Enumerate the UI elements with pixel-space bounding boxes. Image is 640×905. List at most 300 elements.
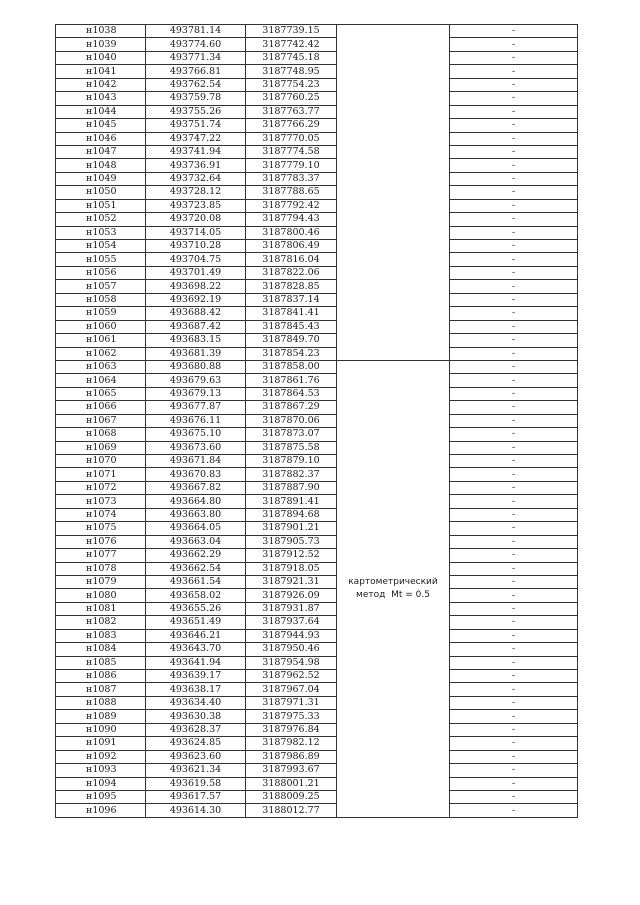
- y-coordinate-cell: 3187873.07: [246, 428, 337, 441]
- x-coordinate-cell: 493781.14: [146, 25, 246, 38]
- value-cell: -: [450, 280, 578, 293]
- value-cell: -: [450, 307, 578, 320]
- x-coordinate-cell: 493679.13: [146, 387, 246, 400]
- y-coordinate-cell: 3187822.06: [246, 266, 337, 279]
- x-coordinate-cell: 493714.05: [146, 226, 246, 239]
- point-id-cell: н1062: [56, 347, 146, 360]
- table-row: [56, 428, 578, 441]
- table-row: [56, 589, 578, 602]
- y-coordinate-cell: 3187770.05: [246, 132, 337, 145]
- table-row: [56, 414, 578, 427]
- x-coordinate-cell: 493639.17: [146, 670, 246, 683]
- y-coordinate-cell: 3187975.33: [246, 710, 337, 723]
- point-id-cell: н1070: [56, 455, 146, 468]
- y-coordinate-cell: 3187901.21: [246, 522, 337, 535]
- x-coordinate-cell: 493670.83: [146, 468, 246, 481]
- table-row: [56, 455, 578, 468]
- point-id-cell: н1039: [56, 38, 146, 51]
- y-coordinate-cell: 3187950.46: [246, 643, 337, 656]
- x-coordinate-cell: 493664.80: [146, 495, 246, 508]
- point-id-cell: н1048: [56, 159, 146, 172]
- point-id-cell: н1073: [56, 495, 146, 508]
- y-coordinate-cell: 3187783.37: [246, 172, 337, 185]
- value-cell: -: [450, 213, 578, 226]
- method-cell-lower: [337, 360, 450, 817]
- point-id-cell: н1078: [56, 562, 146, 575]
- y-coordinate-cell: 3187845.43: [246, 320, 337, 333]
- table-row: [56, 347, 578, 360]
- y-coordinate-cell: 3187766.29: [246, 119, 337, 132]
- y-coordinate-cell: 3187931.87: [246, 602, 337, 615]
- y-coordinate-cell: 3187962.52: [246, 670, 337, 683]
- x-coordinate-cell: 493662.29: [146, 549, 246, 562]
- x-coordinate-cell: 493663.80: [146, 508, 246, 521]
- point-id-cell: н1093: [56, 764, 146, 777]
- point-id-cell: н1095: [56, 790, 146, 803]
- x-coordinate-cell: 493747.22: [146, 132, 246, 145]
- value-cell: -: [450, 683, 578, 696]
- point-id-cell: н1042: [56, 78, 146, 91]
- y-coordinate-cell: 3187918.05: [246, 562, 337, 575]
- value-cell: -: [450, 334, 578, 347]
- table-row: [56, 508, 578, 521]
- value-cell: -: [450, 616, 578, 629]
- value-cell: -: [450, 38, 578, 51]
- y-coordinate-cell: 3187870.06: [246, 414, 337, 427]
- y-coordinate-cell: 3187986.89: [246, 750, 337, 763]
- table-row: [56, 723, 578, 736]
- value-cell: -: [450, 186, 578, 199]
- point-id-cell: н1090: [56, 723, 146, 736]
- value-cell: -: [450, 51, 578, 64]
- x-coordinate-cell: 493638.17: [146, 683, 246, 696]
- table-row: [56, 360, 578, 373]
- value-cell: -: [450, 643, 578, 656]
- point-id-cell: н1043: [56, 92, 146, 105]
- y-coordinate-cell: 3187806.49: [246, 240, 337, 253]
- table-row: [56, 266, 578, 279]
- x-coordinate-cell: 493643.70: [146, 643, 246, 656]
- y-coordinate-cell: 3187937.64: [246, 616, 337, 629]
- value-cell: -: [450, 804, 578, 817]
- point-id-cell: н1076: [56, 535, 146, 548]
- point-id-cell: н1071: [56, 468, 146, 481]
- table-row: [56, 562, 578, 575]
- y-coordinate-cell: 3187867.29: [246, 401, 337, 414]
- table-row: [56, 737, 578, 750]
- y-coordinate-cell: 3187967.04: [246, 683, 337, 696]
- point-id-cell: н1085: [56, 656, 146, 669]
- table-row: [56, 804, 578, 817]
- value-cell: -: [450, 629, 578, 642]
- point-id-cell: н1081: [56, 602, 146, 615]
- value-cell: -: [450, 522, 578, 535]
- table-row: [56, 65, 578, 78]
- x-coordinate-cell: 493619.58: [146, 777, 246, 790]
- value-cell: -: [450, 172, 578, 185]
- value-cell: -: [450, 549, 578, 562]
- table-row: [56, 629, 578, 642]
- y-coordinate-cell: 3187763.77: [246, 105, 337, 118]
- x-coordinate-cell: 493641.94: [146, 656, 246, 669]
- method-name: картометрический: [348, 576, 438, 587]
- table-row: [56, 213, 578, 226]
- table-row: [56, 38, 578, 51]
- point-id-cell: н1083: [56, 629, 146, 642]
- x-coordinate-cell: 493720.08: [146, 213, 246, 226]
- y-coordinate-cell: 3187882.37: [246, 468, 337, 481]
- value-cell: -: [450, 119, 578, 132]
- value-cell: -: [450, 441, 578, 454]
- table-row: [56, 643, 578, 656]
- value-cell: -: [450, 589, 578, 602]
- x-coordinate-cell: 493651.49: [146, 616, 246, 629]
- x-coordinate-cell: 493664.05: [146, 522, 246, 535]
- point-id-cell: н1066: [56, 401, 146, 414]
- table-row: [56, 441, 578, 454]
- point-id-cell: н1038: [56, 25, 146, 38]
- y-coordinate-cell: 3187912.52: [246, 549, 337, 562]
- x-coordinate-cell: 493762.54: [146, 78, 246, 91]
- table-row: [56, 696, 578, 709]
- table-row: [56, 145, 578, 158]
- point-id-cell: н1087: [56, 683, 146, 696]
- value-cell: -: [450, 737, 578, 750]
- value-cell: -: [450, 226, 578, 239]
- x-coordinate-cell: 493771.34: [146, 51, 246, 64]
- point-id-cell: н1082: [56, 616, 146, 629]
- table-row: [56, 132, 578, 145]
- value-cell: -: [450, 145, 578, 158]
- x-coordinate-cell: 493759.78: [146, 92, 246, 105]
- point-id-cell: н1061: [56, 334, 146, 347]
- x-coordinate-cell: 493628.37: [146, 723, 246, 736]
- x-coordinate-cell: 493634.40: [146, 696, 246, 709]
- x-coordinate-cell: 493624.85: [146, 737, 246, 750]
- y-coordinate-cell: 3187944.93: [246, 629, 337, 642]
- table-row: [56, 253, 578, 266]
- x-coordinate-cell: 493723.85: [146, 199, 246, 212]
- table-row: [56, 777, 578, 790]
- x-coordinate-cell: 493728.12: [146, 186, 246, 199]
- value-cell: -: [450, 266, 578, 279]
- y-coordinate-cell: 3187879.10: [246, 455, 337, 468]
- y-coordinate-cell: 3187982.12: [246, 737, 337, 750]
- table-row: [56, 468, 578, 481]
- method-cell-upper: [337, 25, 450, 361]
- table-row: [56, 481, 578, 494]
- table-row: [56, 656, 578, 669]
- table-row: [56, 240, 578, 253]
- value-cell: -: [450, 387, 578, 400]
- table-row: [56, 186, 578, 199]
- y-coordinate-cell: 3187894.68: [246, 508, 337, 521]
- value-cell: -: [450, 508, 578, 521]
- value-cell: -: [450, 132, 578, 145]
- point-id-cell: н1074: [56, 508, 146, 521]
- y-coordinate-cell: 3187954.98: [246, 656, 337, 669]
- x-coordinate-cell: 493751.74: [146, 119, 246, 132]
- point-id-cell: н1050: [56, 186, 146, 199]
- value-cell: -: [450, 25, 578, 38]
- point-id-cell: н1045: [56, 119, 146, 132]
- table-row: [56, 495, 578, 508]
- point-id-cell: н1049: [56, 172, 146, 185]
- point-id-cell: н1080: [56, 589, 146, 602]
- x-coordinate-cell: 493677.87: [146, 401, 246, 414]
- x-coordinate-cell: 493661.54: [146, 575, 246, 588]
- point-id-cell: н1084: [56, 643, 146, 656]
- table-row: [56, 750, 578, 763]
- table-row: [56, 159, 578, 172]
- value-cell: -: [450, 710, 578, 723]
- x-coordinate-cell: 493655.26: [146, 602, 246, 615]
- value-cell: -: [450, 575, 578, 588]
- table-row: [56, 401, 578, 414]
- table-row: [56, 105, 578, 118]
- table-row: [56, 764, 578, 777]
- table-row: [56, 25, 578, 38]
- point-id-cell: н1086: [56, 670, 146, 683]
- point-id-cell: н1075: [56, 522, 146, 535]
- x-coordinate-cell: 493741.94: [146, 145, 246, 158]
- value-cell: -: [450, 320, 578, 333]
- x-coordinate-cell: 493687.42: [146, 320, 246, 333]
- x-coordinate-cell: 493704.75: [146, 253, 246, 266]
- value-cell: -: [450, 347, 578, 360]
- y-coordinate-cell: 3187742.42: [246, 38, 337, 51]
- x-coordinate-cell: 493701.49: [146, 266, 246, 279]
- y-coordinate-cell: 3187971.31: [246, 696, 337, 709]
- y-coordinate-cell: 3187841.41: [246, 307, 337, 320]
- x-coordinate-cell: 493658.02: [146, 589, 246, 602]
- x-coordinate-cell: 493732.64: [146, 172, 246, 185]
- x-coordinate-cell: 493774.60: [146, 38, 246, 51]
- point-id-cell: н1040: [56, 51, 146, 64]
- table-row: [56, 199, 578, 212]
- point-id-cell: н1068: [56, 428, 146, 441]
- y-coordinate-cell: 3187779.10: [246, 159, 337, 172]
- table-row: [56, 119, 578, 132]
- table-row: [56, 387, 578, 400]
- x-coordinate-cell: 493679.63: [146, 374, 246, 387]
- table-row: [56, 172, 578, 185]
- y-coordinate-cell: 3187849.70: [246, 334, 337, 347]
- point-id-cell: н1054: [56, 240, 146, 253]
- table-row: [56, 307, 578, 320]
- value-cell: -: [450, 414, 578, 427]
- point-id-cell: н1052: [56, 213, 146, 226]
- y-coordinate-cell: 3187858.00: [246, 360, 337, 373]
- x-coordinate-cell: 493614.30: [146, 804, 246, 817]
- value-cell: -: [450, 360, 578, 373]
- point-id-cell: н1072: [56, 481, 146, 494]
- value-cell: -: [450, 562, 578, 575]
- x-coordinate-cell: 493683.15: [146, 334, 246, 347]
- y-coordinate-cell: 3188009.25: [246, 790, 337, 803]
- point-id-cell: н1092: [56, 750, 146, 763]
- value-cell: -: [450, 240, 578, 253]
- y-coordinate-cell: 3187976.84: [246, 723, 337, 736]
- value-cell: -: [450, 602, 578, 615]
- point-id-cell: н1067: [56, 414, 146, 427]
- value-cell: -: [450, 293, 578, 306]
- value-cell: -: [450, 428, 578, 441]
- x-coordinate-cell: 493646.21: [146, 629, 246, 642]
- point-id-cell: н1089: [56, 710, 146, 723]
- y-coordinate-cell: 3187905.73: [246, 535, 337, 548]
- point-id-cell: н1064: [56, 374, 146, 387]
- value-cell: -: [450, 65, 578, 78]
- x-coordinate-cell: 493630.38: [146, 710, 246, 723]
- table-row: [56, 334, 578, 347]
- x-coordinate-cell: 493692.19: [146, 293, 246, 306]
- value-cell: -: [450, 199, 578, 212]
- x-coordinate-cell: 493676.11: [146, 414, 246, 427]
- value-cell: -: [450, 78, 578, 91]
- table-row: [56, 549, 578, 562]
- y-coordinate-cell: 3187887.90: [246, 481, 337, 494]
- table-row: [56, 374, 578, 387]
- point-id-cell: н1096: [56, 804, 146, 817]
- point-id-cell: н1065: [56, 387, 146, 400]
- table-row: [56, 522, 578, 535]
- point-id-cell: н1077: [56, 549, 146, 562]
- value-cell: -: [450, 105, 578, 118]
- x-coordinate-cell: 493673.60: [146, 441, 246, 454]
- value-cell: -: [450, 374, 578, 387]
- value-cell: -: [450, 468, 578, 481]
- point-id-cell: н1069: [56, 441, 146, 454]
- value-cell: -: [450, 656, 578, 669]
- x-coordinate-cell: 493736.91: [146, 159, 246, 172]
- x-coordinate-cell: 493755.26: [146, 105, 246, 118]
- y-coordinate-cell: 3187993.67: [246, 764, 337, 777]
- y-coordinate-cell: 3187864.53: [246, 387, 337, 400]
- x-coordinate-cell: 493621.34: [146, 764, 246, 777]
- value-cell: -: [450, 401, 578, 414]
- y-coordinate-cell: 3187745.18: [246, 51, 337, 64]
- x-coordinate-cell: 493698.22: [146, 280, 246, 293]
- table-row: [56, 280, 578, 293]
- point-id-cell: н1094: [56, 777, 146, 790]
- table-body: [56, 25, 578, 818]
- table-row: [56, 78, 578, 91]
- y-coordinate-cell: 3187816.04: [246, 253, 337, 266]
- point-id-cell: н1044: [56, 105, 146, 118]
- x-coordinate-cell: 493662.54: [146, 562, 246, 575]
- table-row: [56, 51, 578, 64]
- y-coordinate-cell: 3187861.76: [246, 374, 337, 387]
- y-coordinate-cell: 3187760.25: [246, 92, 337, 105]
- y-coordinate-cell: 3188001.21: [246, 777, 337, 790]
- x-coordinate-cell: 493675.10: [146, 428, 246, 441]
- point-id-cell: н1055: [56, 253, 146, 266]
- point-id-cell: н1058: [56, 293, 146, 306]
- y-coordinate-cell: 3187748.95: [246, 65, 337, 78]
- value-cell: -: [450, 670, 578, 683]
- y-coordinate-cell: 3187800.46: [246, 226, 337, 239]
- table-row: [56, 535, 578, 548]
- coordinates-table: [55, 24, 578, 818]
- point-id-cell: н1046: [56, 132, 146, 145]
- table-row: [56, 790, 578, 803]
- table-row: [56, 92, 578, 105]
- y-coordinate-cell: 3187774.58: [246, 145, 337, 158]
- point-id-cell: н1053: [56, 226, 146, 239]
- point-id-cell: н1041: [56, 65, 146, 78]
- point-id-cell: н1091: [56, 737, 146, 750]
- x-coordinate-cell: 493680.88: [146, 360, 246, 373]
- point-id-cell: н1047: [56, 145, 146, 158]
- table-row: [56, 670, 578, 683]
- y-coordinate-cell: 3187837.14: [246, 293, 337, 306]
- value-cell: -: [450, 495, 578, 508]
- point-id-cell: н1057: [56, 280, 146, 293]
- y-coordinate-cell: 3187739.15: [246, 25, 337, 38]
- x-coordinate-cell: 493710.28: [146, 240, 246, 253]
- y-coordinate-cell: 3187788.65: [246, 186, 337, 199]
- x-coordinate-cell: 493617.57: [146, 790, 246, 803]
- y-coordinate-cell: 3187891.41: [246, 495, 337, 508]
- y-coordinate-cell: 3187754.23: [246, 78, 337, 91]
- table-row: [56, 293, 578, 306]
- x-coordinate-cell: 493663.04: [146, 535, 246, 548]
- x-coordinate-cell: 493766.81: [146, 65, 246, 78]
- table-row: [56, 683, 578, 696]
- point-id-cell: н1051: [56, 199, 146, 212]
- value-cell: -: [450, 535, 578, 548]
- y-coordinate-cell: 3187828.85: [246, 280, 337, 293]
- point-id-cell: н1060: [56, 320, 146, 333]
- value-cell: -: [450, 481, 578, 494]
- value-cell: -: [450, 159, 578, 172]
- y-coordinate-cell: 3187875.58: [246, 441, 337, 454]
- value-cell: -: [450, 696, 578, 709]
- table-row: [56, 575, 578, 588]
- x-coordinate-cell: 493688.42: [146, 307, 246, 320]
- point-id-cell: н1088: [56, 696, 146, 709]
- value-cell: -: [450, 777, 578, 790]
- point-id-cell: н1079: [56, 575, 146, 588]
- value-cell: -: [450, 92, 578, 105]
- table-row: [56, 616, 578, 629]
- point-id-cell: н1056: [56, 266, 146, 279]
- x-coordinate-cell: 493623.60: [146, 750, 246, 763]
- y-coordinate-cell: 3187926.09: [246, 589, 337, 602]
- value-cell: -: [450, 253, 578, 266]
- point-id-cell: н1059: [56, 307, 146, 320]
- value-cell: -: [450, 455, 578, 468]
- value-cell: -: [450, 764, 578, 777]
- y-coordinate-cell: 3188012.77: [246, 804, 337, 817]
- method-accuracy: метод Mt = 0.5: [356, 589, 430, 600]
- y-coordinate-cell: 3187921.31: [246, 575, 337, 588]
- table-row: [56, 320, 578, 333]
- x-coordinate-cell: 493667.82: [146, 481, 246, 494]
- y-coordinate-cell: 3187854.23: [246, 347, 337, 360]
- table-row: [56, 226, 578, 239]
- point-id-cell: н1063: [56, 360, 146, 373]
- x-coordinate-cell: 493681.39: [146, 347, 246, 360]
- value-cell: -: [450, 790, 578, 803]
- table-row: [56, 602, 578, 615]
- table-row: [56, 710, 578, 723]
- value-cell: -: [450, 750, 578, 763]
- y-coordinate-cell: 3187794.43: [246, 213, 337, 226]
- value-cell: -: [450, 723, 578, 736]
- x-coordinate-cell: 493671.84: [146, 455, 246, 468]
